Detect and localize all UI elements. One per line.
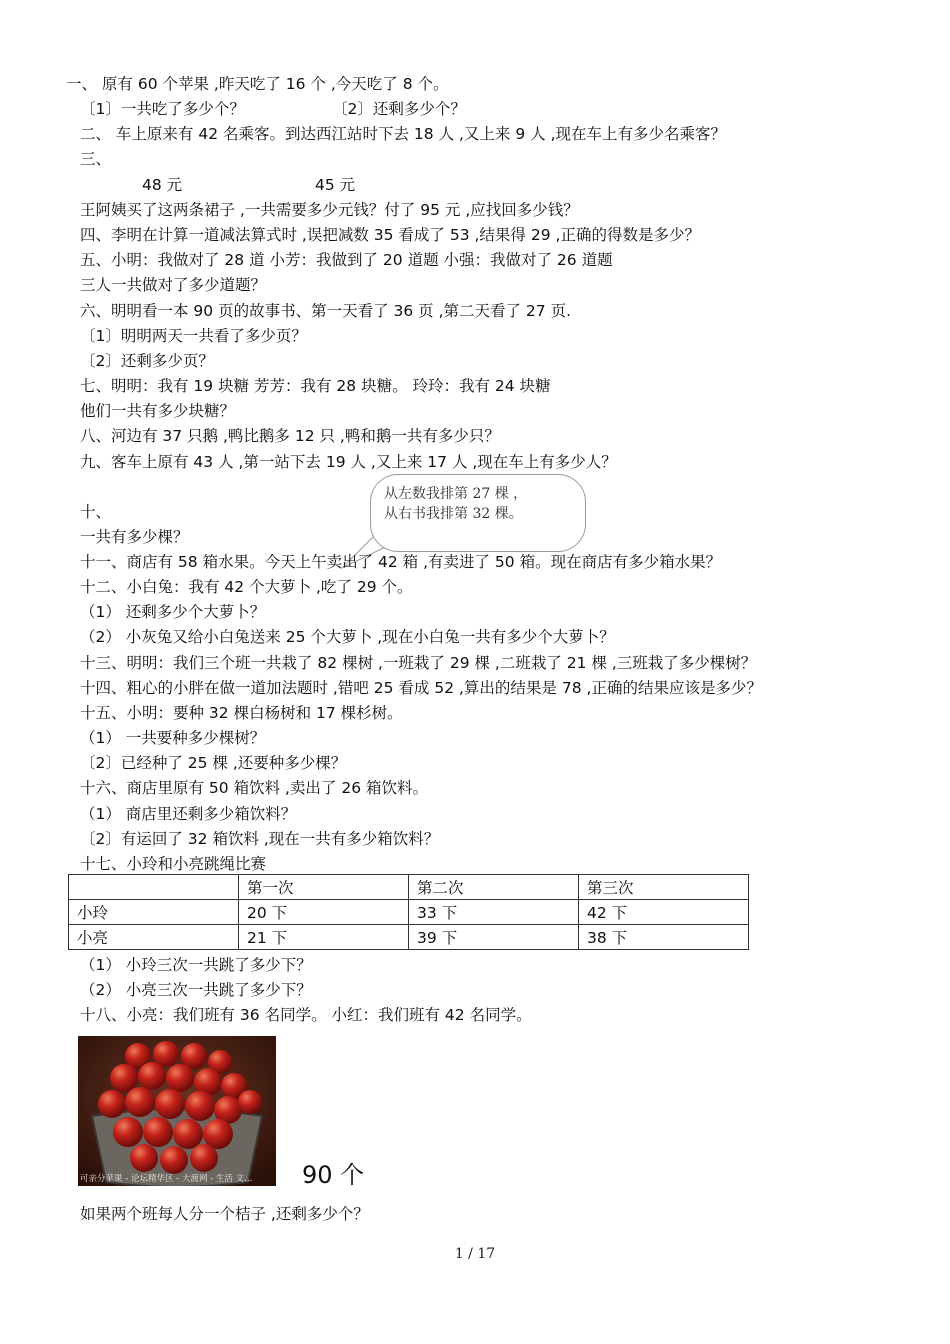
bubble-line-1: 从左数我排第 27 棵 ， xyxy=(384,486,528,502)
question-6-part-1: 〔1〕明明两天一共看了多少页？ xyxy=(80,327,307,345)
question-13: 十三、明明：我们三个班一共栽了 82 棵树 ,一班栽了 29 棵 ,二班栽了 21 棵 ,三班栽了多少棵树？ xyxy=(80,654,757,672)
question-7: 七、明明：我有 19 块糖 芳芳：我有 28 块糖。 玲玲：我有 24 块糖 xyxy=(80,377,551,395)
apple-basket-illustration xyxy=(78,1036,276,1186)
question-1-part-1: 〔1〕一共吃了多少个？ xyxy=(80,100,245,118)
question-3: 三、 xyxy=(80,150,112,168)
question-4: 四、李明在计算一道减法算式时 ,误把减数 35 看成了 53 ,结果得 29 ,正确的得数是多少？ xyxy=(80,226,700,244)
question-5-ask: 三人一共做对了多少道题？ xyxy=(80,276,267,294)
table-cell: 20 下 xyxy=(239,900,409,925)
question-14: 十四、粗心的小胖在做一道加法题时 ,错吧 25 看成 52 ,算出的结果是 78 ,正确的结果应该是多少？ xyxy=(80,679,762,697)
question-6-part-2: 〔2〕还剩多少页？ xyxy=(80,352,214,370)
question-10: 十、 xyxy=(80,503,112,521)
table-cell: 小亮 xyxy=(69,925,239,950)
table-header-row xyxy=(69,875,749,900)
question-9: 九、客车上原有 43 人 ,第一站下去 19 人 ,又上来 17 人 ,现在车上有多少人？ xyxy=(80,453,617,471)
question-8: 八、河边有 37 只鹅 ,鸭比鹅多 12 只 ,鸭和鹅一共有多少只？ xyxy=(80,427,500,445)
speech-bubble-text xyxy=(384,484,527,524)
table-cell: 33 下 xyxy=(409,900,579,925)
jump-rope-table xyxy=(68,874,749,950)
question-10-ask: 一共有多少棵？ xyxy=(80,528,189,546)
bubble-line-2: 从右书我排第 32 棵。 xyxy=(384,506,523,522)
photo-watermark-caption: 可亲分苹果 - 论坛精华区 - 大渡网 - 生活 文... xyxy=(80,1174,253,1184)
question-3-text: 王阿姨买了这两条裙子 ,一共需要多少元钱？付了 95 元 ,应找回多少钱？ xyxy=(80,201,579,219)
question-17-part-2: （2） 小亮三次一共跳了多少下？ xyxy=(80,981,312,999)
question-17-part-1: （1） 小玲三次一共跳了多少下？ xyxy=(80,956,312,974)
apple-count-label: 90 个 xyxy=(302,1161,365,1189)
question-11: 十一、商店有 58 箱水果。今天上午卖出了 42 箱 ,有卖进了 50 箱。现在商店有多少箱水果？ xyxy=(80,553,722,571)
table-header-cell: 第一次 xyxy=(239,875,409,900)
table-header-cell: 第二次 xyxy=(409,875,579,900)
apple-basket-photo xyxy=(78,1036,276,1186)
question-7-ask: 他们一共有多少块糖？ xyxy=(80,402,236,420)
table-cell: 21 下 xyxy=(239,925,409,950)
table-cell: 小玲 xyxy=(69,900,239,925)
table-cell: 39 下 xyxy=(409,925,579,950)
question-18-ask: 如果两个班每人分一个桔子 ,还剩多少个？ xyxy=(80,1205,369,1223)
question-5: 五、小明：我做对了 28 道 小芳：我做到了 20 道题 小强：我做对了 26 道题 xyxy=(80,251,613,269)
question-16-part-1: （1） 商店里还剩多少箱饮料？ xyxy=(80,805,297,823)
question-2: 二、 车上原来有 42 名乘客。到达西江站时下去 18 人 ,又上来 9 人 ,现在车上有多少名乘客？ xyxy=(80,125,727,143)
question-6: 六、明明看一本 90 页的故事书、第一天看了 36 页 ,第二天看了 27 页. xyxy=(80,302,572,320)
table-header-cell xyxy=(69,875,239,900)
question-15: 十五、小明：要种 32 棵白杨树和 17 棵杉树。 xyxy=(80,704,403,722)
question-12: 十二、小白兔：我有 42 个大萝卜 ,吃了 29 个。 xyxy=(80,578,413,596)
table-header-cell: 第三次 xyxy=(579,875,749,900)
question-16: 十六、商店里原有 50 箱饮料 ,卖出了 26 箱饮料。 xyxy=(80,779,429,797)
question-12-part-2: （2） 小灰兔又给小白兔送来 25 个大萝卜 ,现在小白兔一共有多少个大萝卜？ xyxy=(80,628,615,646)
question-16-part-2: 〔2〕有运回了 32 箱饮料 ,现在一共有多少箱饮料？ xyxy=(80,830,440,848)
question-18: 十八、小亮：我们班有 36 名同学。 小红：我们班有 42 名同学。 xyxy=(80,1006,532,1024)
question-12-part-1: （1） 还剩多少个大萝卜？ xyxy=(80,603,266,621)
question-1: 一、 原有 60 个苹果 ,昨天吃了 16 个 ,今天吃了 8 个。 xyxy=(66,75,449,93)
table-cell: 42 下 xyxy=(579,900,749,925)
question-1-part-2: 〔2〕还剩多少个？ xyxy=(332,100,466,118)
page-number: 1 / 17 xyxy=(454,1246,496,1262)
table-row xyxy=(69,900,749,925)
table-cell: 38 下 xyxy=(579,925,749,950)
question-15-part-1: （1） 一共要种多少棵树？ xyxy=(80,729,266,747)
question-15-part-2: 〔2〕已经种了 25 棵 ,还要种多少棵？ xyxy=(80,754,347,772)
dress-price-1: 48 元 xyxy=(142,176,183,194)
dress-price-2: 45 元 xyxy=(315,176,356,194)
table-row xyxy=(69,925,749,950)
question-17: 十七、小玲和小亮跳绳比赛 xyxy=(80,855,267,873)
